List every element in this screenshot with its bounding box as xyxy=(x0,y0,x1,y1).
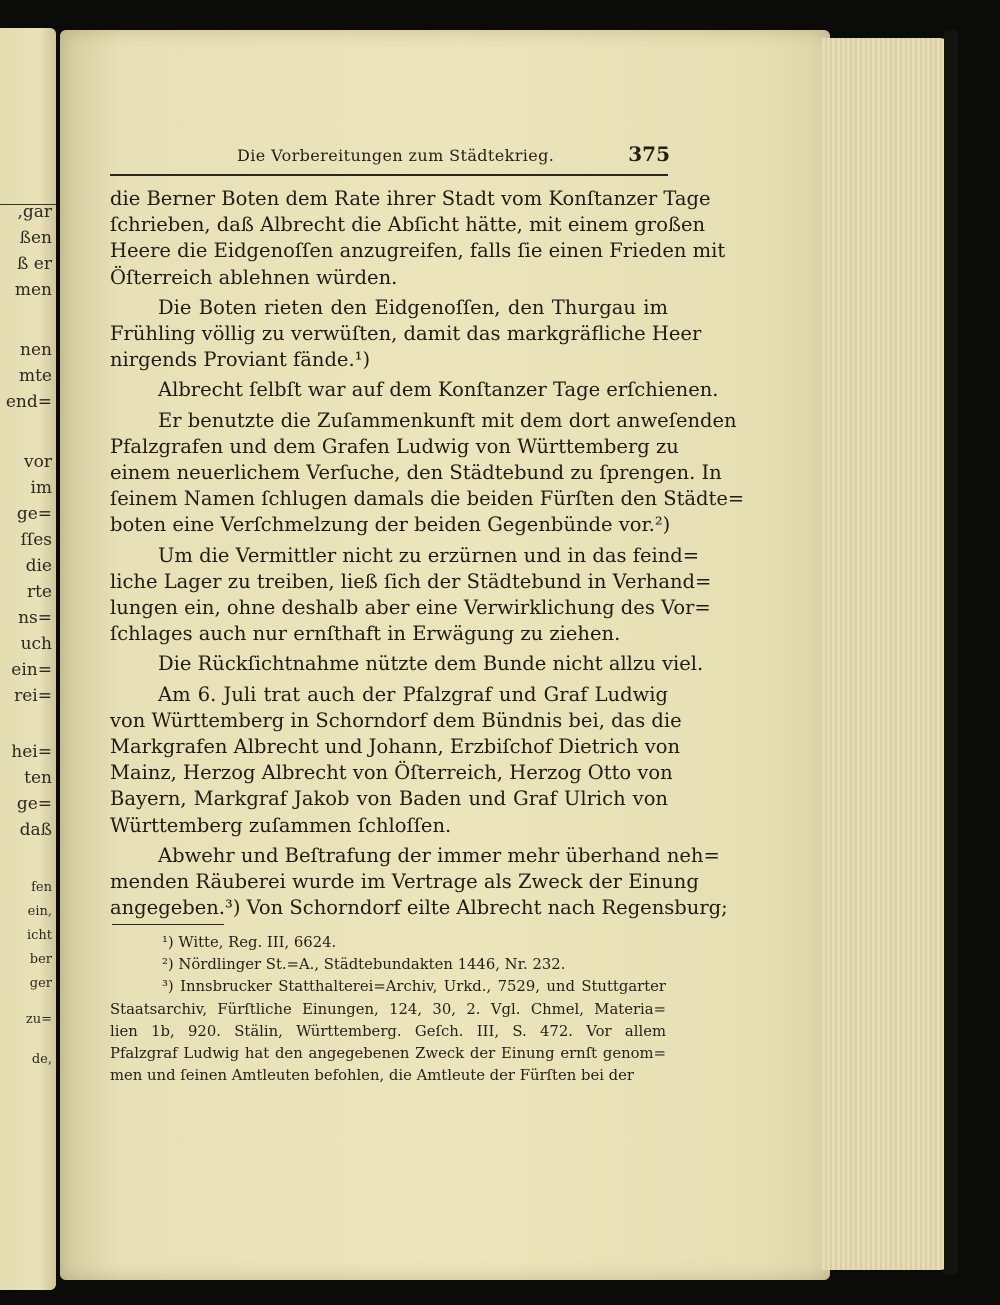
text-line: Bayern, Markgraf Jakob von Baden und Graf Ulrich von xyxy=(110,787,668,811)
left-page-text-fragment: end= xyxy=(5,392,52,412)
left-page-text-fragment: ger xyxy=(29,976,52,991)
text-line: Abwehr und Beſtrafung der immer mehr überhand neh= xyxy=(158,843,720,867)
text-line: von Württemberg in Schorndorf dem Bündnis bei, das die xyxy=(110,708,682,732)
text-line: Die Boten rieten den Eidgenoſſen, den Thurgau im xyxy=(158,295,668,319)
text-line: Frühling völlig zu verwüſten, damit das markgräfliche Heer xyxy=(110,322,702,346)
footnote xyxy=(110,932,666,954)
text-line: Um die Vermittler nicht zu erzürnen und in das feind= xyxy=(158,543,700,567)
text-line: angegeben.³) Von Schorndorf eilte Albrecht nach Regensburg; xyxy=(110,896,728,920)
paragraph xyxy=(110,186,726,291)
footnote-line: ³) Innsbrucker Statthalterei=Archiv, Urkd., 7529, und Stuttgarter xyxy=(162,978,666,996)
left-page-fragment xyxy=(0,28,56,1290)
left-page-text-fragment: men xyxy=(14,280,52,300)
left-page-text-fragment: hei= xyxy=(11,742,52,762)
footnote-line: Staatsarchiv, Fürſtliche Einungen, 124, 30, 2. Vgl. Chmel, Materia= xyxy=(110,1000,666,1018)
text-line: Heere die Eidgenoſſen anzugreifen, falls ſie einen Frieden mit xyxy=(110,239,726,263)
left-page-text-fragment: nen xyxy=(20,340,52,360)
left-page-text-fragment: ber xyxy=(29,952,52,967)
left-page-text-fragment: ns= xyxy=(18,608,52,628)
paragraph xyxy=(110,408,745,539)
paragraph xyxy=(110,651,704,677)
text-line: Am 6. Juli trat auch der Pfalzgraf und Graf Ludwig xyxy=(158,682,668,706)
footnote-rule xyxy=(112,924,224,925)
left-page-text-fragment: im xyxy=(30,478,52,498)
left-page-text-fragment: zu= xyxy=(25,1012,52,1027)
text-line: boten eine Verſchmelzung der beiden Gegenbünde vor.²) xyxy=(110,513,671,537)
text-line: liche Lager zu treiben, ließ ſich der Städtebund in Verhand= xyxy=(110,569,712,593)
left-page-text-fragment: uch xyxy=(20,634,52,654)
paragraph xyxy=(110,377,719,403)
paragraph xyxy=(110,295,702,374)
header-rule xyxy=(110,174,668,176)
left-page-text-fragment: fen xyxy=(31,880,52,895)
footnote-line: lien 1b, 920. Stälin, Württemberg. Geſch. III, S. 472. Vor allem xyxy=(110,1022,666,1040)
text-line: Markgrafen Albrecht und Johann, Erzbiſchof Dietrich von xyxy=(110,735,681,759)
left-page-text-fragment: ſſes xyxy=(20,530,52,550)
left-page-text-fragment: ß er xyxy=(17,254,52,274)
left-page-text-fragment: daß xyxy=(19,820,52,840)
running-head: Die Vorbereitungen zum Städtekrieg. xyxy=(237,146,555,165)
text-line: Die Rückſichtnahme nützte dem Bunde nicht allzu viel. xyxy=(158,652,704,676)
left-page-text-fragment: ge= xyxy=(16,794,52,814)
left-page-text-fragment: ge= xyxy=(16,504,52,524)
text-line: ſeinem Namen ſchlugen damals die beiden Fürſten den Städte= xyxy=(110,487,745,511)
left-page-text-fragment: ßen xyxy=(19,228,52,248)
page-header xyxy=(110,142,670,172)
text-line: nirgends Proviant fände.¹) xyxy=(110,348,371,372)
left-page-text-fragment: mte xyxy=(18,366,52,386)
text-line: einem neuerlichem Verſuche, den Städtebund zu ſprengen. In xyxy=(110,461,722,485)
footnote xyxy=(110,976,666,1087)
text-line: Öſterreich ablehnen würden. xyxy=(110,265,398,289)
left-page-text-fragment: ,gar xyxy=(17,202,52,222)
paragraph xyxy=(110,843,728,922)
text-line: menden Räuberei wurde im Vertrage als Zweck der Einung xyxy=(110,870,699,894)
left-page-text-fragment: vor xyxy=(24,452,52,472)
paragraph xyxy=(110,682,682,839)
left-page-text-fragment: ten xyxy=(24,768,52,788)
text-line: Mainz, Herzog Albrecht von Öſterreich, Herzog Otto von xyxy=(110,761,673,785)
text-line: ſchlages auch nur ernſthaft in Erwägung zu ziehen. xyxy=(110,622,621,646)
left-page-text-fragment: ein, xyxy=(27,904,52,919)
left-page-text-fragment: de, xyxy=(31,1052,52,1067)
left-page-text-fragment: die xyxy=(25,556,52,576)
text-line: Albrecht ſelbſt war auf dem Konſtanzer Tage erſchienen. xyxy=(158,378,719,402)
left-page-text-fragment: icht xyxy=(26,928,52,943)
footnote-line: ²) Nördlinger St.=A., Städtebundakten 1446, Nr. 232. xyxy=(162,956,566,974)
page-number: 375 xyxy=(628,142,670,166)
page-edges xyxy=(822,38,950,1270)
footnote-line: men und ſeinen Amtleuten befohlen, die Amtleute der Fürſten bei der xyxy=(110,1067,634,1085)
paragraph xyxy=(110,543,712,648)
footnote-line: ¹) Witte, Reg. III, 6624. xyxy=(162,934,337,951)
cover-edge xyxy=(944,30,958,1275)
left-page-text-fragment: rte xyxy=(26,582,52,602)
footnote-line: Pfalzgraf Ludwig hat den angegebenen Zweck der Einung ernſt genom= xyxy=(110,1045,666,1063)
text-line: Württemberg zuſammen ſchloſſen. xyxy=(110,813,452,837)
text-line: Er benutzte die Zuſammenkunft mit dem dort anweſenden xyxy=(158,408,737,432)
text-line: Pfalzgrafen und dem Grafen Ludwig von Württemberg zu xyxy=(110,434,679,458)
left-page-text-fragment: rei= xyxy=(14,686,52,706)
left-page-text-fragment: ein= xyxy=(11,660,52,680)
footnotes xyxy=(110,932,666,1087)
text-line: ſchrieben, daß Albrecht die Abſicht hätte, mit einem großen xyxy=(110,213,706,237)
text-line: die Berner Boten dem Rate ihrer Stadt vom Konſtanzer Tage xyxy=(110,187,711,210)
text-line: lungen ein, ohne deshalb aber eine Verwirklichung des Vor= xyxy=(110,596,711,620)
body-text xyxy=(110,186,745,921)
footnote xyxy=(110,954,666,976)
